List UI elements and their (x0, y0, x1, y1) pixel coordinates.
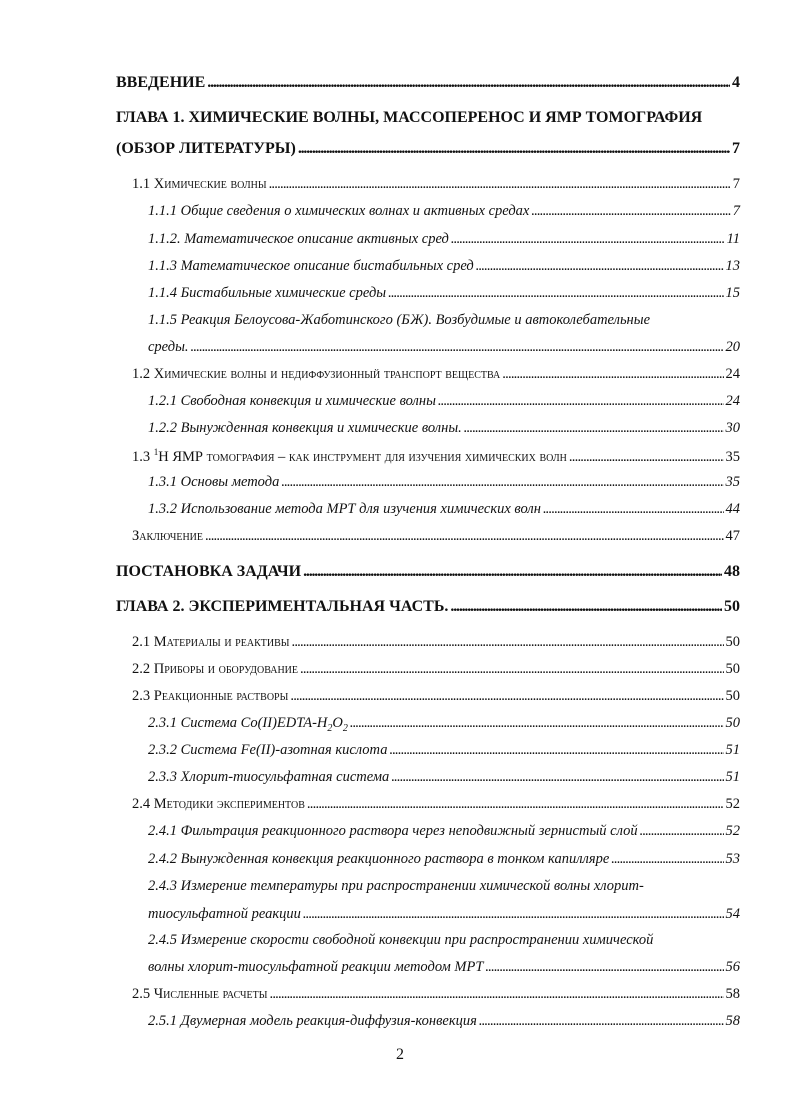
toc-entry-1-2-1[interactable] (148, 393, 740, 410)
toc-entry-1-1-3[interactable] (148, 258, 740, 275)
toc-page: 50 (725, 715, 740, 731)
toc-page: 44 (725, 501, 740, 517)
toc-title: 2.4 Методики экспериментов (132, 796, 305, 812)
toc-title: 2.4.1 Фильтрация реакционного раствора через неподвижный зернистый слой (148, 823, 638, 839)
toc-page: 58 (725, 1013, 740, 1029)
leader-dots (303, 906, 724, 923)
toc-title: 2.5 Численные расчеты (132, 986, 268, 1002)
toc-title: 2.1 Материалы и реактивы (132, 634, 290, 650)
toc-title: ГЛАВА 2. ЭКСПЕРИМЕНТАЛЬНАЯ ЧАСТЬ. (116, 598, 449, 615)
toc-entry-2-3-1[interactable] (148, 715, 740, 734)
toc-entry-2-3-2[interactable] (148, 742, 740, 759)
toc-page: 54 (725, 906, 740, 922)
toc-page: 7 (732, 176, 740, 192)
toc-title: 1.2.2 Вынужденная конвекция и химические волны. (148, 420, 462, 436)
toc-title: Заключение (132, 528, 203, 544)
leader-dots (451, 231, 725, 248)
toc-entry-1-1-5[interactable] (148, 339, 740, 356)
leader-dots (389, 742, 723, 759)
toc-page: 24 (725, 366, 740, 382)
toc-entry-1-3-1[interactable] (148, 474, 740, 491)
toc-entry-2-4-1[interactable] (148, 823, 740, 840)
toc-entry-1-1-2[interactable] (148, 231, 740, 248)
leader-dots (388, 285, 723, 302)
leader-dots (611, 851, 723, 868)
toc-page: 20 (725, 339, 740, 355)
toc-page: 24 (725, 393, 740, 409)
toc-entry-1-3[interactable] (132, 447, 740, 466)
toc-page: 58 (725, 986, 740, 1002)
toc-entry-2-4-2[interactable] (148, 851, 740, 868)
toc-title: (ОБЗОР ЛИТЕРАТУРЫ) (116, 140, 296, 157)
toc-entry-2-1[interactable] (132, 634, 740, 651)
page-number: 2 (396, 1046, 404, 1063)
leader-dots (476, 258, 724, 275)
toc-page: 15 (725, 285, 740, 301)
toc-entry-2-3[interactable] (132, 688, 740, 705)
toc-title: 1.1 Химические волны (132, 176, 267, 192)
toc-entry-1-3-2[interactable] (148, 501, 740, 518)
toc-title: 1.3.2 Использование метода МРТ для изучения химических волн (148, 501, 541, 517)
leader-dots (207, 74, 730, 92)
leader-dots (281, 474, 723, 491)
toc-2-4-3-line1[interactable]: 2.4.3 Измерение температуры при распространении химической волны хлорит- (148, 878, 644, 894)
toc-entry-2-3-3[interactable] (148, 769, 740, 786)
leader-dots (291, 634, 723, 651)
toc-entry-1-1[interactable] (132, 176, 740, 193)
toc-title: 1.1.4 Бистабильные химические среды (148, 285, 387, 301)
toc-entry-2-4-3[interactable] (148, 906, 740, 923)
leader-dots (290, 688, 723, 705)
toc-page: 48 (724, 563, 740, 580)
toc-title: 2.3.1 Система $Co(II)EDTA-H_2O_2$ (148, 715, 348, 734)
toc-entry-2-4-5[interactable] (148, 959, 740, 976)
leader-dots (479, 1013, 724, 1030)
toc-entry-chapter1[interactable] (116, 140, 740, 158)
toc-page: 51 (725, 769, 740, 785)
toc-page: 47 (725, 528, 740, 544)
toc-title: 2.5.1 Двумерная модель реакция-диффузия-конвекция (148, 1013, 477, 1029)
toc-title: 1.1.1 Общие сведения о химических волнах и активных средах (148, 203, 530, 219)
toc-title: 1.3 $^1$Н ЯМР томография – как инструмент для изучения химических волн (132, 447, 567, 465)
toc-title: 1.2.1 Свободная конвекция и химические волны (148, 393, 436, 409)
leader-dots (303, 563, 722, 581)
toc-page: 50 (725, 634, 740, 650)
leader-dots (543, 501, 724, 518)
toc-entry-chapter2[interactable] (116, 598, 740, 616)
toc-entry-conclusion[interactable] (132, 528, 740, 545)
toc-page: 56 (725, 959, 740, 975)
toc-entry-2-5[interactable] (132, 986, 740, 1003)
toc-title: 1.3.1 Основы метода (148, 474, 280, 490)
toc-page: 52 (725, 796, 740, 812)
leader-dots (502, 366, 723, 383)
toc-page: 35 (725, 448, 740, 465)
toc-entry-1-2[interactable] (132, 366, 740, 383)
toc-entry-2-5-1[interactable] (148, 1013, 740, 1030)
toc-title: 1.2 Химические волны и недиффузионный транспорт вещества (132, 366, 501, 382)
toc-title: среды. (148, 339, 189, 355)
toc-page: 30 (725, 420, 740, 436)
leader-dots (485, 959, 723, 976)
toc-entry-1-2-2[interactable] (148, 420, 740, 437)
toc-page: 13 (725, 258, 740, 274)
toc-title: 2.3.2 Система Fe(II)-азотная кислота (148, 742, 388, 758)
toc-title: 1.1.3 Математическое описание бистабильных сред (148, 258, 474, 274)
toc-title: 1.1.2. Математическое описание активных сред (148, 231, 449, 247)
toc-page: 51 (725, 742, 740, 758)
toc-page: 35 (725, 474, 740, 490)
toc-entry-task[interactable] (116, 563, 740, 581)
toc-page: 50 (725, 661, 740, 677)
toc-page: 7 (732, 203, 740, 219)
toc-page: 4 (732, 74, 740, 91)
leader-dots (350, 715, 724, 732)
toc-entry-introduction[interactable] (116, 74, 740, 92)
leader-dots (464, 420, 724, 437)
leader-dots (391, 769, 723, 786)
leader-dots (269, 986, 723, 1003)
toc-entry-1-1-1[interactable] (148, 203, 740, 220)
leader-dots (450, 598, 722, 616)
toc-page: 52 (725, 823, 740, 839)
toc-page: 53 (725, 851, 740, 867)
toc-entry-2-2[interactable] (132, 661, 740, 678)
toc-page: 7 (732, 140, 740, 157)
toc-title: ВВЕДЕНИЕ (116, 74, 206, 91)
leader-dots (438, 393, 724, 410)
leader-dots (569, 449, 724, 466)
toc-title: тиосульфатной реакции (148, 906, 301, 922)
leader-dots (531, 203, 730, 220)
toc-title: ПОСТАНОВКА ЗАДАЧИ (116, 563, 302, 580)
leader-dots (298, 140, 730, 158)
leader-dots (269, 176, 731, 193)
leader-dots (205, 528, 724, 545)
toc-1-1-5-line1[interactable]: 1.1.5 Реакция Белоусова-Жаботинского (БЖ). Возбудимые и автоколебательные (148, 312, 651, 328)
leader-dots (300, 661, 723, 678)
toc-2-4-5-line1[interactable]: 2.4.5 Измерение скорости свободной конвекции при распространении химической (148, 932, 654, 948)
toc-page: 50 (725, 688, 740, 704)
toc-entry-1-1-4[interactable] (148, 285, 740, 302)
leader-dots (191, 339, 724, 356)
toc-title: 2.3 Реакционные растворы (132, 688, 289, 704)
toc-chapter1-line1[interactable]: ГЛАВА 1. ХИМИЧЕСКИЕ ВОЛНЫ, МАССОПЕРЕНОС И ЯМР ТОМОГРАФИЯ (116, 109, 703, 126)
toc-title: 2.3.3 Хлорит-тиосульфатная система (148, 769, 390, 785)
toc-entry-2-4[interactable] (132, 796, 740, 813)
leader-dots (307, 796, 724, 813)
toc-title: 2.4.2 Вынужденная конвекция реакционного раствора в тонком капилляре (148, 851, 610, 867)
toc-page: 50 (724, 598, 740, 615)
toc-page: 11 (726, 231, 740, 247)
leader-dots (640, 823, 724, 840)
toc-title: волны хлорит-тиосульфатной реакции методом МРТ (148, 959, 484, 975)
toc-title: 2.2 Приборы и оборудование (132, 661, 299, 677)
